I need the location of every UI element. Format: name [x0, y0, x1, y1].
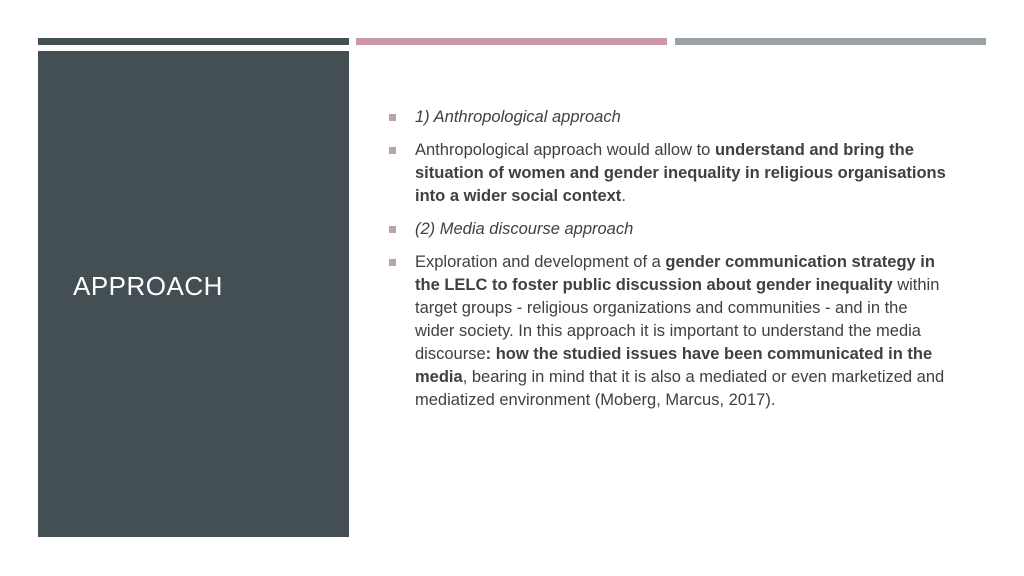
square-bullet-icon: [389, 147, 396, 154]
bullet-text-plain: , bearing in mind that it is also a mediated or even marketized and mediatized environment (Moberg, Marcus, 2017).: [415, 368, 945, 409]
accent-bar-dark: [38, 38, 349, 45]
bullet-item: [387, 251, 947, 412]
bullet-item: [387, 106, 947, 129]
bullet-list: [387, 106, 947, 422]
bullet-text-bold: gender communication strategy in the LELC to foster public discussion about gender inequality: [415, 253, 935, 294]
accent-bar-pink: [356, 38, 667, 45]
bullet-item: [387, 218, 947, 241]
bullet-text-plain: Anthropological approach would allow to: [415, 141, 715, 159]
square-bullet-icon: [389, 226, 396, 233]
bullet-item: [387, 139, 947, 208]
square-bullet-icon: [389, 114, 396, 121]
bullet-text-bold: : how the studied issues have been communicated in the media: [415, 345, 933, 386]
bullet-text-plain: .: [621, 187, 626, 205]
bullet-text-plain: within target groups - religious organizations and communities - and in the wider society. In this approach it is important to understand the media discourse: [415, 276, 940, 363]
bullet-text: (2) Media discourse approach: [415, 220, 634, 238]
bullet-text-plain: Exploration and development of a: [415, 253, 666, 271]
accent-bar-gray: [675, 38, 986, 45]
square-bullet-icon: [389, 259, 396, 266]
bullet-text: 1) Anthropological approach: [415, 108, 621, 126]
bullet-text-bold: understand and bring the situation of women and gender inequality in religious organisations into a wider social context: [415, 141, 946, 205]
title-panel: [38, 51, 349, 537]
slide-title: APPROACH: [73, 271, 223, 301]
